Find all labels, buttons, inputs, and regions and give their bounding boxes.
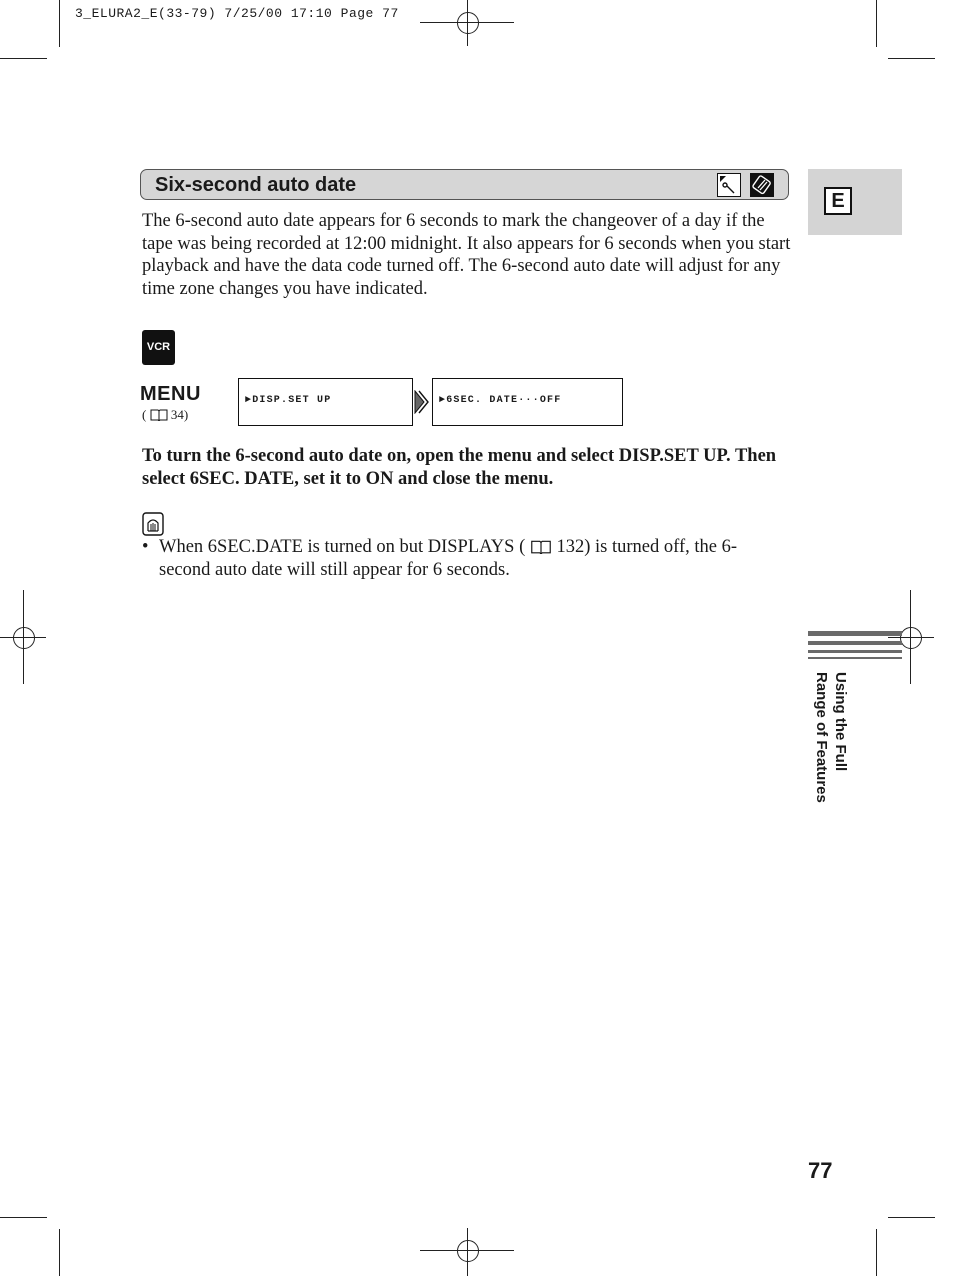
pen-card-mode-icon: [750, 173, 774, 197]
crop-mark: [0, 1217, 47, 1218]
vcr-mode-badge: VCR: [142, 330, 175, 365]
language-tab-letter: E: [824, 187, 852, 215]
registration-mark: [13, 627, 35, 649]
camera-mode-icon: [717, 173, 741, 197]
note-icon: [142, 512, 164, 536]
side-bar: [808, 657, 902, 659]
chapter-label-line2: Range of Features: [813, 672, 830, 803]
note-text-after: 132) is turned off, the 6-second auto date will still appear for 6 seconds.: [159, 537, 737, 580]
print-header: 3_ELURA2_E(33-79) 7/25/00 17:10 Page 77: [75, 6, 399, 21]
crop-mark: [59, 0, 60, 47]
section-title: Six-second auto date: [155, 174, 357, 196]
page-number: 77: [808, 1158, 833, 1183]
menu-ref-open: (: [142, 407, 147, 422]
section-title-bar: [140, 169, 789, 200]
menu-screen-text: ►DISP.SET UP: [245, 395, 332, 406]
menu-ref-page: 34): [170, 407, 189, 422]
intro-paragraph: The 6-second auto date appears for 6 seconds to mark the changeover of a day if the tape was being recorded at 12:00 midnight. It also appears for 6 seconds when you start playback and have the data code turned off. The 6-second auto date will adjust for any time zone changes you have indicated.: [142, 211, 791, 299]
note-text: [159, 536, 779, 581]
side-bar: [808, 650, 902, 653]
language-tab: [808, 169, 902, 235]
book-icon: [150, 408, 168, 421]
bullet-dot: •: [142, 537, 149, 557]
crop-mark: [876, 1229, 877, 1276]
chapter-label-line1: Using the Full: [832, 672, 849, 772]
note-text-before: When 6SEC.DATE is turned on but DISPLAYS (: [159, 537, 526, 557]
crop-mark: [59, 1229, 60, 1276]
menu-screen-text: ►6SEC. DATE···OFF: [439, 395, 562, 406]
side-bar: [808, 631, 902, 636]
crop-mark: [0, 58, 47, 59]
side-bar: [808, 641, 902, 645]
arrow-right-icon: [414, 390, 430, 414]
crop-mark: [876, 0, 877, 47]
crop-mark: [888, 58, 935, 59]
instruction-text: To turn the 6-second auto date on, open the menu and select DISP.SET UP. Then select 6SEC. DATE, set it to ON and close the menu.: [142, 446, 777, 489]
menu-label: MENU: [140, 383, 201, 405]
menu-page-reference: [142, 407, 188, 423]
chapter-label: [806, 672, 850, 832]
registration-mark: [457, 12, 479, 34]
menu-screen-disp-set-up: [238, 378, 413, 426]
registration-mark: [457, 1240, 479, 1262]
registration-mark: [900, 627, 922, 649]
menu-screen-6sec-date: [432, 378, 623, 426]
book-icon: [530, 539, 552, 554]
crop-mark: [888, 1217, 935, 1218]
